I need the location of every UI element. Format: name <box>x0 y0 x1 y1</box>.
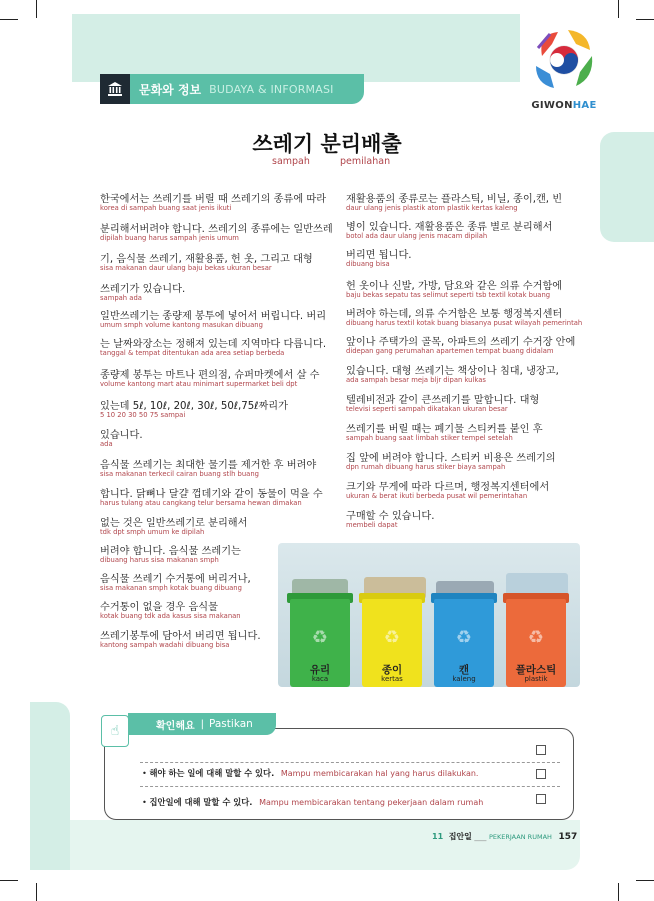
right-line: 앞이나 주택가의 골목, 아파트의 쓰레기 수거장 안에 <box>346 337 576 348</box>
bottom-band <box>70 820 580 870</box>
left-gloss: tanggal & tempat ditentukan ada area setiap berbeda <box>100 349 285 357</box>
check-separator: | <box>200 718 205 730</box>
recycling-bins-illustration <box>278 543 580 687</box>
right-line: 버려야 하는데, 의류 수거함은 보통 행정복지센터 <box>346 309 563 320</box>
right-gloss: didepan gang perumahan apartemen tempat buang didalam <box>346 347 554 355</box>
check-item-1 <box>142 767 478 779</box>
dashed-divider <box>140 786 560 787</box>
checkbox[interactable] <box>536 745 546 755</box>
section-label-id: BUDAYA & INFORMASI <box>209 82 334 96</box>
left-gloss: kotak buang tdk ada kasus sisa makanan <box>100 612 241 620</box>
left-gloss: sampah ada <box>100 294 142 302</box>
check-item-2-id: Mampu membicarakan tentang pekerjaan dalam rumah <box>259 798 484 807</box>
left-line: 쓰레기가 있습니다. <box>100 284 186 295</box>
check-title-ko: 확인해요 <box>156 720 195 732</box>
left-gloss: ada <box>100 440 113 448</box>
title-gloss-2: pemilahan <box>340 156 391 167</box>
left-line: 음식물 쓰레기는 최대한 물기를 제거한 후 버려야 <box>100 460 317 471</box>
checkbox[interactable] <box>536 769 546 779</box>
left-line: 버려야 합니다. 음식물 쓰레기는 <box>100 546 241 557</box>
bin-label-ko: 플라스틱 <box>515 664 557 676</box>
right-gloss: dibuang bisa <box>346 260 390 268</box>
left-gloss: korea di sampah buang saat jenis ikuti <box>100 204 232 212</box>
left-gloss: dipilah buang harus sampah jenis umum <box>100 234 239 242</box>
crop-mark <box>36 883 37 901</box>
left-line: 있습니다. <box>100 430 143 441</box>
crop-mark <box>0 880 18 881</box>
crop-mark <box>636 880 654 881</box>
recycle-icon: ♻ <box>311 627 329 648</box>
bin-label-id: kaleng <box>452 675 476 683</box>
bin-label-id: kertas <box>381 675 403 683</box>
left-gloss: harus tulang atau cangkang telur bersama hewan dimakan <box>100 499 302 507</box>
museum-icon <box>100 74 130 104</box>
left-gloss: sisa makanan daur ulang baju bekas ukuran besar <box>100 264 272 272</box>
check-title-id: Pastikan <box>209 718 253 730</box>
right-gloss: televisi seperti sampah dikatakan ukuran besar <box>346 405 508 413</box>
page-title: 쓰레기 분리배출 <box>252 132 402 156</box>
right-gloss: daur ulang jenis plastik atom plastik kertas kaleng <box>346 204 518 212</box>
left-line: 종량제 봉투는 마트나 편의점, 슈퍼마켓에서 살 수 <box>100 370 320 381</box>
right-line: 쓰레기를 버릴 때는 폐기물 스티커를 붙인 후 <box>346 424 543 435</box>
right-line: 집 앞에 버려야 합니다. 스티커 비용은 쓰레기의 <box>346 453 556 464</box>
right-gloss: botol ada daur ulang jenis macam dipilah <box>346 232 488 240</box>
bin-label-id: plastik <box>524 675 548 683</box>
check-item-2 <box>142 796 483 808</box>
left-line: 합니다. 닭뼈나 달걀 껍데기와 같이 동물이 먹을 수 <box>100 489 323 500</box>
left-line: 기, 음식물 쓰레기, 재활용품, 헌 옷, 그리고 대형 <box>100 254 313 265</box>
right-line: 버리면 됩니다. <box>346 250 412 261</box>
left-gloss: sisa makanan terkecil cairan buang stlh buang <box>100 470 259 478</box>
left-gloss: kantong sampah wadahi dibuang bisa <box>100 641 230 649</box>
check-item-1-ko: 해야 하는 일에 대해 말할 수 있다. <box>149 768 275 778</box>
title-gloss-1: sampah <box>272 156 310 167</box>
logo-text-right: HAE <box>572 100 597 111</box>
crop-mark <box>618 0 619 18</box>
check-item-1-id: Mampu membicarakan hal yang harus dilakukan. <box>280 769 479 778</box>
lesson-title-id: PEKERJAAN RUMAH <box>488 833 552 841</box>
right-line: 헌 옷이나 신발, 가방, 담요와 같은 의류 수거함에 <box>346 281 563 292</box>
right-line: 구매할 수 있습니다. <box>346 511 435 522</box>
check-item-2-ko: 집안일에 대해 말할 수 있다. <box>149 797 253 807</box>
right-gloss: dpn rumah dibuang harus stiker biaya sampah <box>346 463 506 471</box>
bin-label-ko: 캔 <box>458 664 470 676</box>
bullet: • <box>142 768 147 778</box>
right-line: 병이 있습니다. 재활용품은 종류 별로 분리해서 <box>346 222 553 233</box>
right-gloss: ada sampah besar meja bljr dipan kulkas <box>346 376 486 384</box>
left-gloss: 5 10 20 30 50 75 sampai <box>100 411 186 419</box>
logo-text-left: GIWON <box>531 100 573 111</box>
recycle-icon: ♻ <box>527 627 545 648</box>
left-line: 는 날짜와장소는 정해져 있는데 지역마다 다릅니다. <box>100 339 327 350</box>
pointing-hand-icon: ☝ <box>101 715 129 747</box>
left-gloss: sisa makanan smph kotak buang dibuang <box>100 584 242 592</box>
bin-label-ko: 유리 <box>309 664 331 676</box>
header-background-band <box>72 14 520 82</box>
crop-mark <box>36 0 37 18</box>
crop-mark <box>0 19 18 20</box>
left-line: 쓰레기봉투에 담아서 버리면 됩니다. <box>100 631 261 642</box>
right-gloss: sampah buang saat limbah stiker tempel setelah <box>346 434 513 442</box>
left-gloss: umum smph volume kantong masukan dibuang <box>100 321 263 329</box>
section-label-ko: 문화와 정보 <box>139 82 202 97</box>
right-gloss: ukuran & berat ikuti berbeda pusat wil pemerintahan <box>346 492 528 500</box>
lesson-dash: ___ <box>474 832 487 841</box>
left-gloss: volume kantong mart atau minimart supermarket beli dpt <box>100 380 298 388</box>
logo-wordmark <box>528 100 600 111</box>
crop-mark <box>636 19 654 20</box>
lesson-title-ko: 집안일 <box>448 832 472 841</box>
bin-label-id: kaca <box>311 675 329 683</box>
right-line: 재활용품의 종류로는 플라스틱, 비닐, 종이,캔, 빈 <box>346 194 563 205</box>
crop-mark <box>618 883 619 901</box>
check-header <box>128 713 276 735</box>
right-gloss: dibuang harus textil kotak buang biasanya pusat wilayah pemerintah <box>346 319 583 327</box>
left-line: 한국에서는 쓰레기를 버릴 때 쓰레기의 종류에 따라 <box>100 194 327 205</box>
bin-label-ko: 종이 <box>381 664 403 676</box>
right-gloss: membeli dapat <box>346 521 398 529</box>
recycle-icon: ♻ <box>455 627 473 648</box>
right-line: 크기와 무게에 따라 다르며, 행정복지센터에서 <box>346 482 550 493</box>
checkbox[interactable] <box>536 794 546 804</box>
left-line: 일반쓰레기는 종량제 봉투에 넣어서 버립니다. 버리 <box>100 311 327 322</box>
left-line: 수거통이 없을 경우 음식물 <box>100 602 218 613</box>
left-line: 분리해서버려야 합니다. 쓰레기의 종류에는 일반쓰레 <box>100 224 333 235</box>
right-gloss: baju bekas sepatu tas selimut seperti tsb textil kotak buang <box>346 291 551 299</box>
left-margin-band <box>30 702 70 870</box>
right-line: 있습니다. 대형 쓰레기는 책상이나 침대, 냉장고, <box>346 366 559 377</box>
bullet: • <box>142 797 147 807</box>
footer-lesson <box>432 831 577 842</box>
recycle-icon: ♻ <box>383 627 401 648</box>
lesson-number: 11 <box>432 832 444 841</box>
left-line: 음식물 쓰레기 수거통에 버리거나, <box>100 574 251 585</box>
left-gloss: tdk dpt smph umum ke dipilah <box>100 528 205 536</box>
left-line: 있는데 5ℓ, 10ℓ, 20ℓ, 30ℓ, 50ℓ,75ℓ짜리가 <box>100 401 288 412</box>
dashed-divider <box>140 762 560 763</box>
right-line: 텔레비전과 같이 큰쓰레기를 말합니다. 대형 <box>346 395 540 406</box>
page-number: 157 <box>558 832 578 842</box>
section-header <box>100 74 364 104</box>
left-line: 없는 것은 일반쓰레기로 분리해서 <box>100 518 248 529</box>
left-gloss: dibuang harus sisa makanan smph <box>100 556 219 564</box>
